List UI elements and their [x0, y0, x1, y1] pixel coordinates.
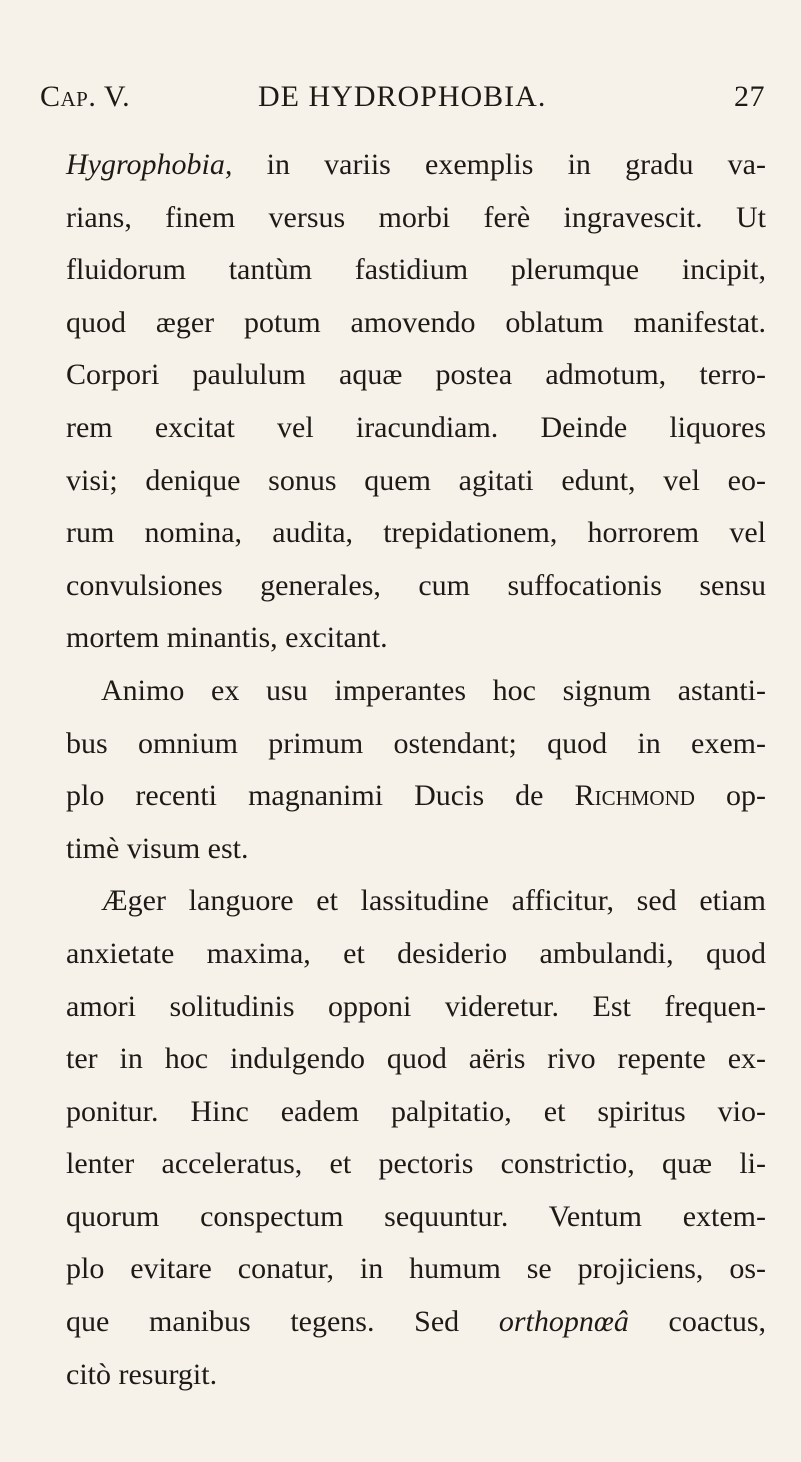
text-line: visi; denique sonus quem agitati edunt, vel eo- — [66, 463, 766, 497]
text-line: ter in hoc indulgendo quod aëris rivo repente ex- — [66, 1042, 766, 1076]
text-line: quod æger potum amovendo oblatum manifestat. — [66, 305, 766, 339]
text-line — [66, 770, 766, 823]
text-span: coactus, — [628, 1305, 766, 1339]
text-span: in variis exemplis in gradu va- — [232, 148, 766, 181]
text-line: convulsiones generales, cum suffocationis sensu — [66, 568, 766, 602]
text-line: citò resurgit. — [66, 1357, 218, 1391]
text-line: timè visum est. — [66, 831, 249, 865]
text-span: op- — [694, 779, 766, 813]
paragraph-1 — [66, 139, 766, 665]
body-text — [66, 139, 766, 1401]
text-line — [66, 139, 766, 192]
text-line: Animo ex usu imperantes hoc signum astanti- — [101, 673, 766, 707]
text-line: Corpori paululum aquæ postea admotum, terro- — [66, 358, 766, 392]
text-span: que manibus tegens. Sed — [66, 1305, 499, 1339]
paragraph-3 — [66, 875, 766, 1401]
running-title: DE HYDROPHOBIA. — [258, 80, 547, 113]
text-line: Æger languore et lassitudine afficitur, sed etiam — [101, 884, 766, 918]
text-line: lenter acceleratus, et pectoris constrictio, quæ li- — [66, 1147, 766, 1181]
text-line — [66, 1296, 766, 1349]
text-line: fluidorum tantùm fastidium plerumque incipit, — [66, 253, 766, 287]
text-line: ponitur. Hinc eadem palpitatio, et spiritus vio- — [66, 1094, 766, 1128]
page-number: 27 — [734, 80, 765, 113]
text-line: mortem minantis, excitant. — [66, 621, 388, 655]
paragraph-2 — [66, 665, 766, 875]
text-line: plo evitare conatur, in humum se projiciens, os- — [66, 1252, 766, 1286]
term-hygrophobia: Hygrophobia, — [66, 148, 233, 181]
text-line: quorum conspectum sequuntur. Ventum extem- — [66, 1199, 766, 1233]
text-span: plo recenti magnanimi Ducis de — [66, 779, 575, 813]
text-line: amori solitudinis opponi videretur. Est frequen- — [66, 989, 766, 1023]
text-line: bus omnium primum ostendant; quod in exem- — [66, 726, 766, 760]
name-richmond: Richmond — [574, 779, 695, 813]
text-line: rem excitat vel iracundiam. Deinde liquores — [66, 410, 766, 444]
running-head — [40, 80, 765, 124]
chapter-label: Cap. V. — [40, 80, 131, 113]
text-line: anxietate maxima, et desiderio ambulandi, quod — [66, 936, 766, 970]
text-line: rum nomina, audita, trepidationem, horrorem vel — [66, 516, 766, 550]
text-line: rians, finem versus morbi ferè ingravescit. Ut — [66, 200, 766, 234]
term-orthopnoea: orthopnœâ — [498, 1305, 629, 1339]
